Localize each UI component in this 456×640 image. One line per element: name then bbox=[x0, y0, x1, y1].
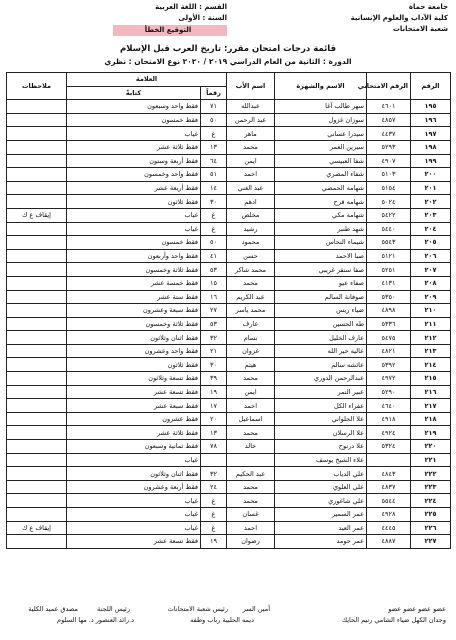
notes-cell bbox=[7, 276, 67, 290]
student-name-cell: طه الحسين bbox=[275, 317, 367, 331]
table-row bbox=[7, 331, 451, 345]
col-header-num: الرقم bbox=[411, 73, 451, 100]
notes-cell bbox=[7, 168, 67, 182]
notes-cell bbox=[7, 344, 67, 358]
col-header-exam: الرقم الامتحاني bbox=[367, 73, 411, 100]
grade-words-cell: غياب bbox=[67, 127, 201, 141]
grade-words-cell: فقط أربعة عشر bbox=[67, 181, 201, 195]
page-title: قائمة درجات امتحان مقرر: تاريخ العرب قبل الإسلام bbox=[119, 44, 337, 54]
notes-cell bbox=[7, 331, 67, 345]
row-number-cell: ١٩٩ bbox=[411, 154, 451, 168]
grade-words-cell: فقط خمسون bbox=[67, 113, 201, 127]
table-row bbox=[7, 127, 451, 141]
secretary-names: ديمه الحلبية رباب وطفه bbox=[190, 616, 254, 624]
page-subtitle: الدورة : الثانية من العام الدراسي ٢٠١٩ / ٢٠٢٠ نوع الامتحان : نظري bbox=[104, 57, 352, 66]
grade-words-cell: فقط واحد وسبعون bbox=[67, 100, 201, 114]
row-number-cell: ٢١٩ bbox=[411, 426, 451, 440]
grade-digits-cell: ١٤ bbox=[201, 181, 227, 195]
col-header-notes: ملاحظات bbox=[7, 73, 67, 100]
table-row bbox=[7, 358, 451, 372]
university-name: جامعة حماة bbox=[408, 3, 448, 11]
father-name-cell: احمد bbox=[227, 521, 275, 535]
father-name-cell: عبد الكريم bbox=[227, 290, 275, 304]
grades-table bbox=[6, 72, 451, 549]
notes-cell bbox=[7, 385, 67, 399]
table-row bbox=[7, 480, 451, 494]
notes-cell bbox=[7, 372, 67, 386]
row-number-cell: ٢٠٠ bbox=[411, 168, 451, 182]
student-name-cell: عائشه سالم bbox=[275, 358, 367, 372]
grade-digits-cell: ١٦ bbox=[201, 290, 227, 304]
grade-digits-cell: ٧٨ bbox=[201, 440, 227, 454]
grade-words-cell: فقط تسعة عشر bbox=[67, 385, 201, 399]
father-name-cell: مخلص bbox=[227, 208, 275, 222]
table-row bbox=[7, 426, 451, 440]
row-number-cell: ٢٠٩ bbox=[411, 290, 451, 304]
grade-digits-cell: ٥٠ bbox=[201, 113, 227, 127]
student-name-cell: عارف الخليل bbox=[275, 331, 367, 345]
student-name-cell: عبدالرحمن الدوري bbox=[275, 372, 367, 386]
row-number-cell: ١٩٦ bbox=[411, 113, 451, 127]
father-name-cell: عبد الرحمن bbox=[227, 113, 275, 127]
exam-number-cell: ٥٣٢٤ bbox=[367, 440, 411, 454]
grade-words-cell: فقط واحد وعشرون bbox=[67, 344, 201, 358]
father-name-cell: محمد bbox=[227, 276, 275, 290]
student-name-cell: شهامه قرح bbox=[275, 195, 367, 209]
grade-words-cell: غياب bbox=[67, 222, 201, 236]
grade-words-cell: فقط تسعة وثلاثون bbox=[67, 372, 201, 386]
grade-words-cell: فقط ثلاثة عشر bbox=[67, 426, 201, 440]
table-row bbox=[7, 140, 451, 154]
secretary-label: أمين السر bbox=[242, 605, 270, 613]
student-name-cell: صفاء عيو bbox=[275, 276, 367, 290]
grade-digits-cell: ٣٢ bbox=[201, 331, 227, 345]
table-row bbox=[7, 344, 451, 358]
student-name-cell: علاء الشيخ يوسف bbox=[275, 453, 367, 467]
table-row bbox=[7, 263, 451, 277]
father-name-cell: غسان bbox=[227, 508, 275, 522]
notes-cell bbox=[7, 195, 67, 209]
father-name-cell: رشيد bbox=[227, 222, 275, 236]
grade-digits-cell: غ bbox=[201, 208, 227, 222]
grade-digits-cell: ٣٠ bbox=[201, 358, 227, 372]
grade-digits-cell: ٥٠ bbox=[201, 236, 227, 250]
father-name-cell: اسماعيل bbox=[227, 412, 275, 426]
father-name-cell: غزوان bbox=[227, 344, 275, 358]
grade-words-cell: فقط أربعة وعشرون bbox=[67, 480, 201, 494]
grade-words-cell: فقط ثلاثون bbox=[67, 358, 201, 372]
father-name-cell: ايمن bbox=[227, 385, 275, 399]
exam-number-cell: ٤٩٠٧ bbox=[367, 154, 411, 168]
col-header-father: اسم الأب bbox=[227, 73, 275, 100]
notes-cell: إيقاف ع ك bbox=[7, 521, 67, 535]
student-name-cell: صوفانة السالم bbox=[275, 290, 367, 304]
student-name-cell: عفراء الكل bbox=[275, 399, 367, 413]
grade-digits-cell: ١٧ bbox=[201, 399, 227, 413]
notes-cell bbox=[7, 304, 67, 318]
exam-number-cell: ٤١٣١ bbox=[367, 276, 411, 290]
grade-digits-cell: غ bbox=[201, 127, 227, 141]
table-row bbox=[7, 154, 451, 168]
student-name-cell: شهامه الحمصي bbox=[275, 181, 367, 195]
notes-cell bbox=[7, 222, 67, 236]
grade-digits-cell: غ bbox=[201, 494, 227, 508]
grade-digits-cell: ٣٠ bbox=[201, 195, 227, 209]
grade-words-cell: فقط واحد وأربعون bbox=[67, 249, 201, 263]
table-row bbox=[7, 100, 451, 114]
grade-words-cell: فقط اثنان وثلاثون bbox=[67, 331, 201, 345]
table-row bbox=[7, 290, 451, 304]
father-name-cell: عبدالله bbox=[227, 100, 275, 114]
grade-digits-cell: ٧١ bbox=[201, 100, 227, 114]
row-number-cell: ٢٠٨ bbox=[411, 276, 451, 290]
father-name-cell: عبد الغني bbox=[227, 181, 275, 195]
grade-digits-cell: ١٩ bbox=[201, 385, 227, 399]
table-body bbox=[7, 100, 451, 549]
grade-words-cell: فقط ستة عشر bbox=[67, 290, 201, 304]
exam-number-cell: ٤٨٢١ bbox=[367, 344, 411, 358]
table-row bbox=[7, 494, 451, 508]
student-name-cell: شفا العبيسي bbox=[275, 154, 367, 168]
student-name-cell: شهد طنبر bbox=[275, 222, 367, 236]
division-head-label: رئيس شعبة الامتحانات bbox=[167, 605, 228, 613]
table-row bbox=[7, 399, 451, 413]
father-name-cell: محمد bbox=[227, 140, 275, 154]
row-number-cell: ٢٠٣ bbox=[411, 208, 451, 222]
grade-words-cell: فقط تسعة عشر bbox=[67, 535, 201, 549]
exam-number-cell: ٤٩٧٢ bbox=[367, 372, 411, 386]
row-number-cell: ٢٢١ bbox=[411, 453, 451, 467]
student-name-cell: ضياء ريس bbox=[275, 304, 367, 318]
table-row bbox=[7, 236, 451, 250]
notes-cell bbox=[7, 249, 67, 263]
notes-cell bbox=[7, 181, 67, 195]
grade-words-cell: فقط ثلاثة وخمسون bbox=[67, 263, 201, 277]
grade-digits-cell: ٤١ bbox=[201, 249, 227, 263]
notes-cell bbox=[7, 399, 67, 413]
exam-number-cell: ٥٥٤٤ bbox=[367, 494, 411, 508]
exam-number-cell: ٥٢٥١ bbox=[367, 263, 411, 277]
father-name-cell bbox=[227, 453, 275, 467]
student-name-cell: شهامه مكي bbox=[275, 208, 367, 222]
row-number-cell: ٢٢٢ bbox=[411, 467, 451, 481]
exam-number-cell: ٥٥٤٣ bbox=[367, 236, 411, 250]
father-name-cell: احمد bbox=[227, 168, 275, 182]
signature-highlight: التوقيع الخطأ bbox=[113, 25, 227, 36]
row-number-cell: ٢١٥ bbox=[411, 372, 451, 386]
table-row bbox=[7, 535, 451, 549]
row-number-cell: ٢٠١ bbox=[411, 181, 451, 195]
table-row bbox=[7, 508, 451, 522]
father-name-cell: احمد bbox=[227, 399, 275, 413]
father-name-cell: محمد bbox=[227, 426, 275, 440]
grade-words-cell: فقط خمسون bbox=[67, 236, 201, 250]
grade-words-cell: فقط ثلاثة عشر bbox=[67, 140, 201, 154]
father-name-cell: ايمن bbox=[227, 154, 275, 168]
grade-words-cell: فقط أربعة وستون bbox=[67, 154, 201, 168]
table-row bbox=[7, 304, 451, 318]
row-number-cell: ٢٠٧ bbox=[411, 263, 451, 277]
table-row bbox=[7, 317, 451, 331]
row-number-cell: ٢٢٧ bbox=[411, 535, 451, 549]
row-number-cell: ٢٠٥ bbox=[411, 236, 451, 250]
table-row bbox=[7, 372, 451, 386]
notes-cell bbox=[7, 113, 67, 127]
exam-number-cell: ٥٤٤٠ bbox=[367, 222, 411, 236]
grade-words-cell: غياب bbox=[67, 494, 201, 508]
grade-words-cell: غياب bbox=[67, 208, 201, 222]
committee-head-label: رئيس اللجنة bbox=[97, 605, 130, 613]
grade-digits-cell: ٦٤ bbox=[201, 154, 227, 168]
father-name-cell: عارف bbox=[227, 317, 275, 331]
student-name-cell: سهر طالب آغا bbox=[275, 100, 367, 114]
grade-words-cell: فقط ثمانية وسبعون bbox=[67, 440, 201, 454]
exam-number-cell: ٥٣٥٠ bbox=[367, 290, 411, 304]
document-header-right bbox=[298, 2, 448, 35]
exam-number-cell: ٥٣٣٦ bbox=[367, 317, 411, 331]
student-name-cell: علا الرسلان bbox=[275, 426, 367, 440]
student-name-cell: سيرين العمر bbox=[275, 140, 367, 154]
exam-number-cell: ٤٨٤٣ bbox=[367, 467, 411, 481]
col-header-name: الاسم والشهرة bbox=[275, 73, 367, 100]
father-name-cell: حسن bbox=[227, 249, 275, 263]
committee-members-names: وجدان الكهل ضياء الشامي رنيم الحايك bbox=[341, 616, 446, 624]
grade-digits-cell: غ bbox=[201, 521, 227, 535]
grade-digits-cell: ١٩ bbox=[201, 535, 227, 549]
row-number-cell: ١٩٧ bbox=[411, 127, 451, 141]
exam-number-cell: ٥٢٩٠ bbox=[367, 385, 411, 399]
exam-number-cell: ٤٨٩٨ bbox=[367, 304, 411, 318]
exam-number-cell: ٥١٥٤ bbox=[367, 181, 411, 195]
exam-number-cell: ٥٤٧٥ bbox=[367, 331, 411, 345]
notes-cell bbox=[7, 440, 67, 454]
notes-cell bbox=[7, 127, 67, 141]
father-name-cell: محمد ياسر bbox=[227, 304, 275, 318]
exam-number-cell: ٤٨٥٧ bbox=[367, 113, 411, 127]
father-name-cell: محمد شاكر bbox=[227, 263, 275, 277]
grade-digits-cell: ٢٠ bbox=[201, 412, 227, 426]
father-name-cell: محمود bbox=[227, 236, 275, 250]
row-number-cell: ١٩٨ bbox=[411, 140, 451, 154]
grade-words-cell: غياب bbox=[67, 508, 201, 522]
row-number-cell: ٢٠٦ bbox=[411, 249, 451, 263]
grade-digits-cell: ٥٣ bbox=[201, 263, 227, 277]
student-name-cell: عمر العيد bbox=[275, 521, 367, 535]
student-name-cell: علي شاغوري bbox=[275, 494, 367, 508]
grade-words-cell: فقط سبعة وعشرون bbox=[67, 304, 201, 318]
table-row bbox=[7, 385, 451, 399]
exam-number-cell: ٥١٢١ bbox=[367, 249, 411, 263]
table-row bbox=[7, 181, 451, 195]
notes-cell bbox=[7, 453, 67, 467]
exam-number-cell: ٥٣٩٢ bbox=[367, 358, 411, 372]
row-number-cell: ١٩٥ bbox=[411, 100, 451, 114]
faculty-name: كلية الآداب والعلوم الإنسانية bbox=[350, 14, 448, 22]
exam-number-cell: ٤٨٣٧ bbox=[367, 480, 411, 494]
table-row bbox=[7, 195, 451, 209]
exam-number-cell: ٤٨٨٧ bbox=[367, 535, 411, 549]
row-number-cell: ٢٢٦ bbox=[411, 521, 451, 535]
notes-cell bbox=[7, 154, 67, 168]
col-header-grade: العلامة bbox=[67, 73, 227, 87]
notes-cell bbox=[7, 467, 67, 481]
student-name-cell: سوزان غزول bbox=[275, 113, 367, 127]
grade-words-cell: فقط خمسة عشر bbox=[67, 276, 201, 290]
father-name-cell: ادهم bbox=[227, 195, 275, 209]
row-number-cell: ٢٠٢ bbox=[411, 195, 451, 209]
grade-digits-cell: ٥١ bbox=[201, 168, 227, 182]
table-header-row bbox=[7, 73, 451, 87]
student-name-cell: سيدرا عساني bbox=[275, 127, 367, 141]
grade-words-cell: غياب bbox=[67, 453, 201, 467]
exam-number-cell: ٤٤٣٧ bbox=[367, 127, 411, 141]
father-name-cell: ماهر bbox=[227, 127, 275, 141]
notes-cell bbox=[7, 236, 67, 250]
grade-digits-cell: ٢١ bbox=[201, 344, 227, 358]
table-row bbox=[7, 453, 451, 467]
notes-cell: إيقاف ع ك bbox=[7, 208, 67, 222]
row-number-cell: ٢١٤ bbox=[411, 358, 451, 372]
father-name-cell: رضوان bbox=[227, 535, 275, 549]
row-number-cell: ٢٠٤ bbox=[411, 222, 451, 236]
table-row bbox=[7, 276, 451, 290]
notes-cell bbox=[7, 494, 67, 508]
grade-words-cell: غياب bbox=[67, 521, 201, 535]
row-number-cell: ٢١١ bbox=[411, 317, 451, 331]
student-name-cell: صفا سنقر غريبي bbox=[275, 263, 367, 277]
row-number-cell: ٢١٨ bbox=[411, 412, 451, 426]
grade-words-cell: فقط ثلاثة وخمسون bbox=[67, 317, 201, 331]
table-row bbox=[7, 113, 451, 127]
grade-digits-cell: ٣٩ bbox=[201, 372, 227, 386]
grade-digits-cell: ١٣ bbox=[201, 140, 227, 154]
notes-cell bbox=[7, 290, 67, 304]
grade-digits-cell: ٣٢ bbox=[201, 467, 227, 481]
student-name-cell: علي العلوي bbox=[275, 480, 367, 494]
col-header-words: كتابةً bbox=[67, 86, 201, 100]
notes-cell bbox=[7, 263, 67, 277]
document-header-left bbox=[62, 2, 227, 36]
father-name-cell: محمد bbox=[227, 494, 275, 508]
student-name-cell: شفاء المصري bbox=[275, 168, 367, 182]
student-name-cell: عبير النمر bbox=[275, 385, 367, 399]
row-number-cell: ٢٢٤ bbox=[411, 494, 451, 508]
grade-words-cell: فقط اثنان وثلاثون bbox=[67, 467, 201, 481]
table-row bbox=[7, 467, 451, 481]
row-number-cell: ٢٢٠ bbox=[411, 440, 451, 454]
exam-number-cell: ٥١٠٣ bbox=[367, 168, 411, 182]
grade-words-cell: فقط سبعة عشر bbox=[67, 399, 201, 413]
grade-digits-cell: ١٣ bbox=[201, 426, 227, 440]
division-name: شعبة الامتحانات bbox=[392, 25, 448, 33]
grade-digits-cell: ١٥ bbox=[201, 276, 227, 290]
department-label: القسم : اللغة العربية bbox=[155, 3, 227, 11]
grade-digits-cell bbox=[201, 453, 227, 467]
grade-words-cell: فقط واحد وخمسون bbox=[67, 168, 201, 182]
exam-number-cell bbox=[367, 453, 411, 467]
grade-digits-cell: غ bbox=[201, 222, 227, 236]
student-name-cell: عمر حومد bbox=[275, 535, 367, 549]
student-name-cell: صبا الاحمد bbox=[275, 249, 367, 263]
grade-digits-cell: ٥٣ bbox=[201, 317, 227, 331]
row-number-cell: ٢١٧ bbox=[411, 399, 451, 413]
exam-number-cell: ٤٤٤٥ bbox=[367, 521, 411, 535]
notes-cell bbox=[7, 100, 67, 114]
father-name-cell: محمد bbox=[227, 372, 275, 386]
exam-number-cell: ٤٩٢٤ bbox=[367, 426, 411, 440]
row-number-cell: ٢٢٥ bbox=[411, 508, 451, 522]
dean-approval-label: مصدق عميد الكلية bbox=[28, 605, 78, 613]
notes-cell bbox=[7, 426, 67, 440]
student-name-cell: علي الدياب bbox=[275, 467, 367, 481]
notes-cell bbox=[7, 317, 67, 331]
grade-digits-cell: ٢٧ bbox=[201, 304, 227, 318]
notes-cell bbox=[7, 140, 67, 154]
student-name-cell: عمر السمير bbox=[275, 508, 367, 522]
table-row bbox=[7, 412, 451, 426]
exam-number-cell: ٤٦٠١ bbox=[367, 100, 411, 114]
exam-number-cell: ٤٩٢٨ bbox=[367, 508, 411, 522]
row-number-cell: ٢٢٣ bbox=[411, 480, 451, 494]
student-name-cell: عاليه خير الله bbox=[275, 344, 367, 358]
student-name-cell: علا الحلواني bbox=[275, 412, 367, 426]
notes-cell bbox=[7, 480, 67, 494]
father-name-cell: عبد الحكيم bbox=[227, 467, 275, 481]
student-name-cell: شيماء النحاس bbox=[275, 236, 367, 250]
exam-number-cell: ٤٩١٨ bbox=[367, 412, 411, 426]
exam-number-cell: ٥٠٢٤ bbox=[367, 195, 411, 209]
table-row bbox=[7, 249, 451, 263]
father-name-cell: بسام bbox=[227, 331, 275, 345]
father-name-cell: محمد bbox=[227, 480, 275, 494]
student-name-cell: علا درنوح bbox=[275, 440, 367, 454]
row-number-cell: ٢١٣ bbox=[411, 344, 451, 358]
table-row bbox=[7, 168, 451, 182]
table-row bbox=[7, 521, 451, 535]
father-name-cell: خالد bbox=[227, 440, 275, 454]
table-row bbox=[7, 208, 451, 222]
grade-words-cell: فقط ثلاثون bbox=[67, 195, 201, 209]
year-label: السنة : الأولى bbox=[178, 14, 227, 22]
notes-cell bbox=[7, 535, 67, 549]
father-name-cell: هيثم bbox=[227, 358, 275, 372]
notes-cell bbox=[7, 412, 67, 426]
notes-cell bbox=[7, 358, 67, 372]
exam-number-cell: ٥٤٢٢ bbox=[367, 208, 411, 222]
row-number-cell: ٢١٠ bbox=[411, 304, 451, 318]
notes-cell bbox=[7, 508, 67, 522]
exam-number-cell: ٤٦٤٠ bbox=[367, 399, 411, 413]
grade-digits-cell: غ bbox=[201, 508, 227, 522]
committee-members-label: عضو عضو عضو عضو bbox=[388, 605, 446, 613]
row-number-cell: ٢١٦ bbox=[411, 385, 451, 399]
table-row bbox=[7, 440, 451, 454]
row-number-cell: ٢١٢ bbox=[411, 331, 451, 345]
grade-words-cell: فقط عشرون bbox=[67, 412, 201, 426]
head-names: د.رائد العنصور د. مها السلوم bbox=[57, 616, 134, 624]
grade-digits-cell: ٢٤ bbox=[201, 480, 227, 494]
table-row bbox=[7, 222, 451, 236]
col-header-digits: رقماً bbox=[201, 86, 227, 100]
exam-number-cell: ٥٢٩٣ bbox=[367, 140, 411, 154]
